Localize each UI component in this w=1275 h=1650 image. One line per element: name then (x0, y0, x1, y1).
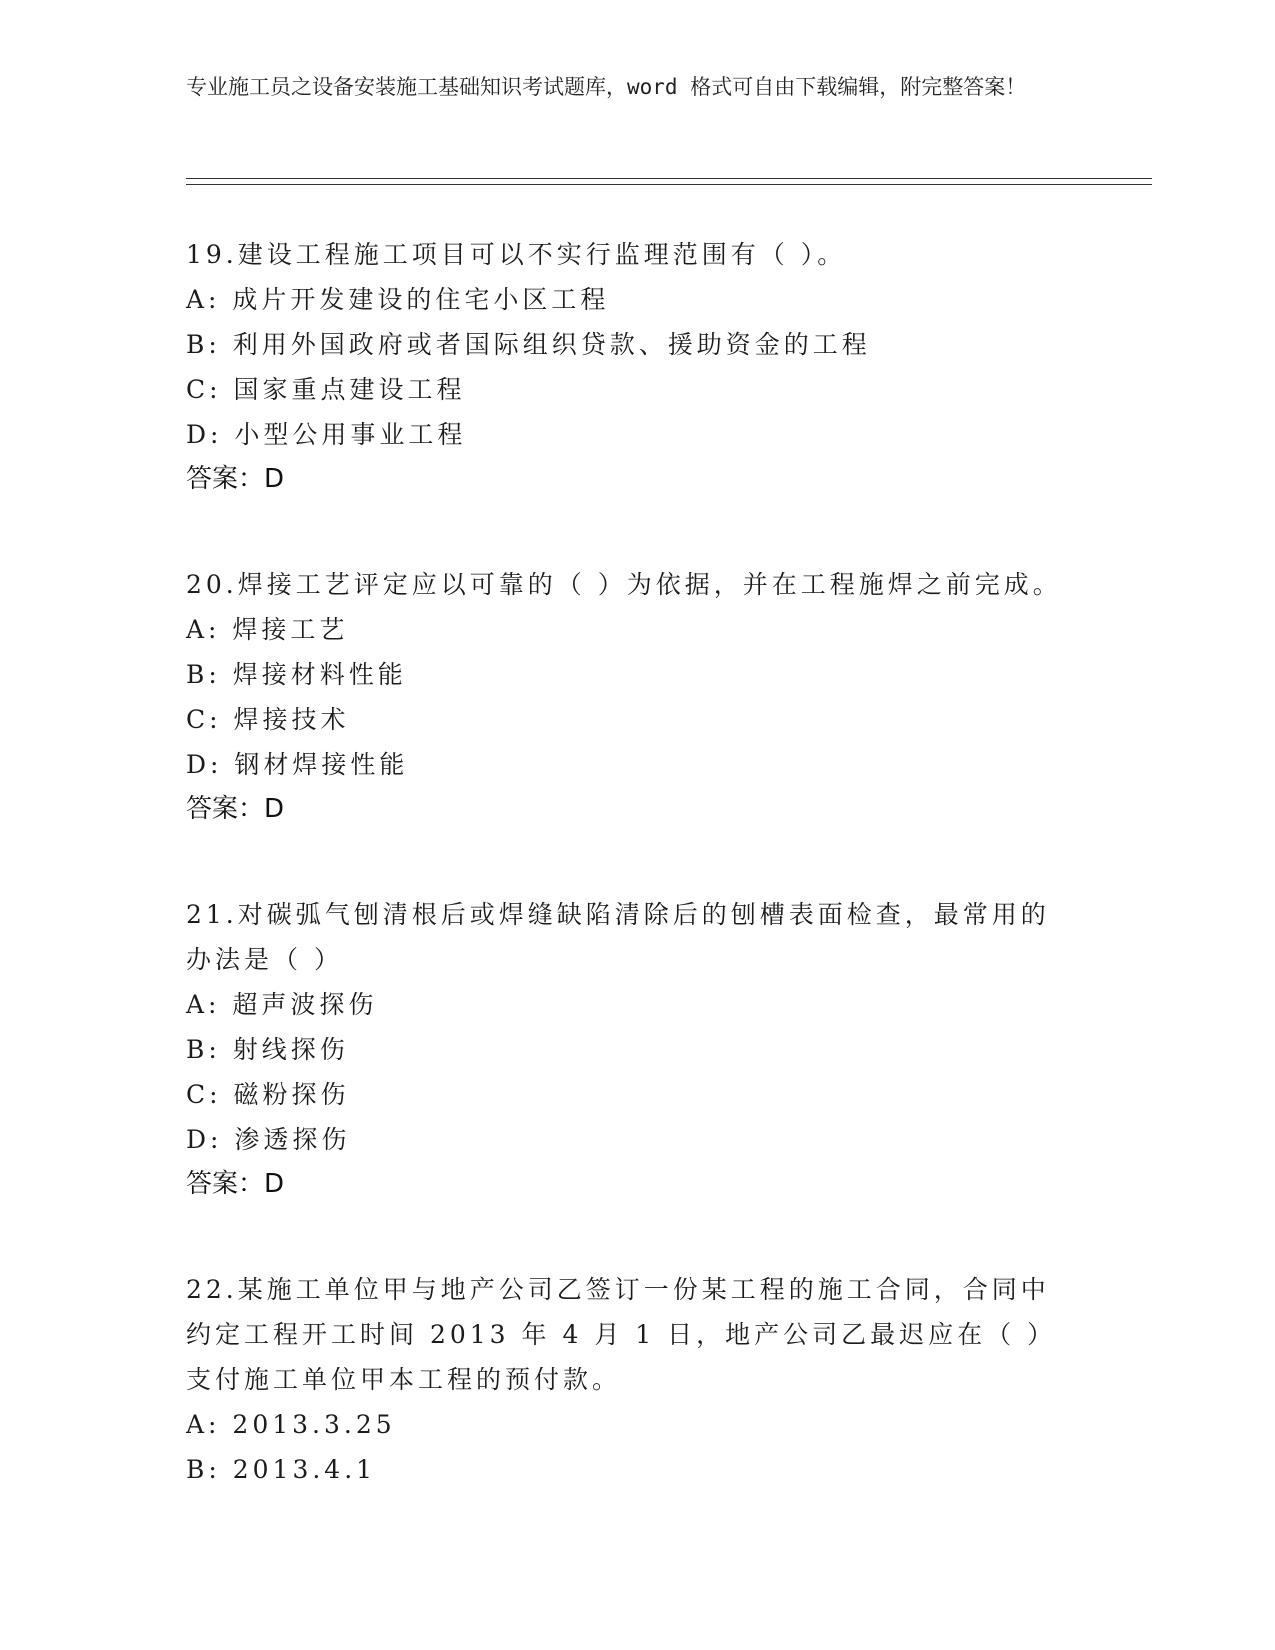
option-a: A: 超声波探伤 (186, 990, 378, 1019)
question-21 (186, 892, 1066, 1207)
document-header: 专业施工员之设备安装施工基础知识考试题库，word 格式可自由下载编辑，附完整答案！ (186, 75, 1027, 99)
question-text: 20.焊接工艺评定应以可靠的（ ）为依据，并在工程施焊之前完成。 (186, 570, 1062, 599)
option-a: A: 2013.3.25 (186, 1410, 396, 1439)
option-d: D: 小型公用事业工程 (186, 420, 467, 449)
answer-line: 答案：D (186, 464, 285, 494)
answer-line: 答案：D (186, 794, 285, 824)
question-list (186, 232, 1066, 1552)
option-c: C: 焊接技术 (186, 705, 350, 734)
option-b: B: 射线探伤 (186, 1035, 349, 1064)
header-divider (186, 178, 1152, 185)
question-text: 22.某施工单位甲与地产公司乙签订一份某工程的施工合同，合同中约定工程开工时间 2013 年 4 月 1 日，地产公司乙最迟应在（ ）支付施工单位甲本工程的预付款。 (186, 1275, 1057, 1394)
question-19 (186, 232, 1066, 502)
answer-line: 答案：D (186, 1169, 285, 1199)
question-22 (186, 1267, 1066, 1492)
question-20 (186, 562, 1066, 832)
option-b: B: 焊接材料性能 (186, 660, 407, 689)
option-d: D: 渗透探伤 (186, 1125, 351, 1154)
question-text: 21.对碳弧气刨清根后或焊缝缺陷清除后的刨槽表面检查，最常用的办法是（ ） (186, 900, 1050, 974)
option-a: A: 成片开发建设的住宅小区工程 (186, 285, 610, 314)
option-a: A: 焊接工艺 (186, 615, 349, 644)
option-b: B: 利用外国政府或者国际组织贷款、援助资金的工程 (186, 330, 871, 359)
option-c: C: 磁粉探伤 (186, 1080, 350, 1109)
question-text: 19.建设工程施工项目可以不实行监理范围有（ ）。 (186, 240, 847, 269)
option-b: B: 2013.4.1 (186, 1455, 377, 1484)
option-c: C: 国家重点建设工程 (186, 375, 466, 404)
option-d: D: 钢材焊接性能 (186, 750, 409, 779)
